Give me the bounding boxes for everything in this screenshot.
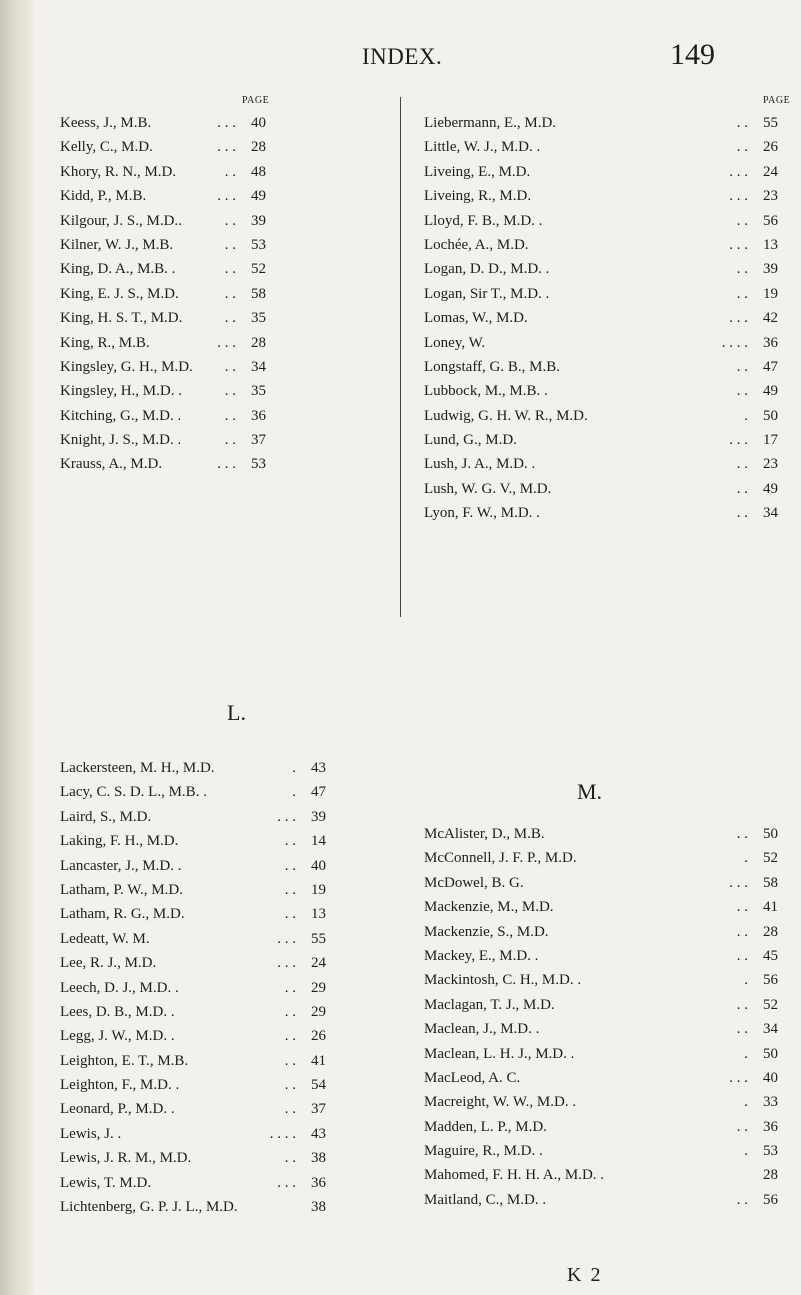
entry-leader: . . [736,826,748,842]
entry-name: Lubbock, M., M.B. . [424,383,548,400]
entry-name: Maclean, J., M.D. . [424,1021,540,1038]
entry-name: Lush, J. A., M.D. . [424,456,536,473]
index-entry [60,951,326,975]
entry-name: Legg, J. W., M.D. . [60,1028,175,1045]
entry-name: Loney, W. [424,334,486,351]
right-column-page-heading: PAGE [763,95,791,106]
entry-page: 36 [763,334,778,351]
entry-name: Mackey, E., M.D. . [424,947,539,964]
entry-leader: . . [736,285,748,302]
entry-leader: . . [224,261,236,278]
index-entry [60,379,266,403]
index-entry [60,902,326,926]
index-entry [424,428,778,452]
entry-page: 43 [311,760,326,776]
right-bottom-entries [424,822,778,1212]
index-entry [60,111,266,135]
entry-page: 36 [311,1174,326,1191]
entry-page: 39 [251,212,266,229]
entry-leader: . . [736,115,748,131]
index-entry [60,135,266,159]
entry-page: 49 [763,383,778,400]
entry-page: 37 [311,1101,326,1118]
entry-page: 45 [763,947,778,964]
index-entry [60,1146,326,1170]
entry-page: 13 [311,906,326,923]
entry-page: 24 [763,163,778,180]
index-entry [60,1195,326,1219]
entry-name: Longstaff, G. B., M.B. [424,358,560,375]
entry-leader: . . [736,1021,748,1038]
entry-name: King, H. S. T., M.D. [60,310,183,327]
entry-page: 52 [763,850,778,867]
index-entry [60,209,266,233]
entry-leader: . . [736,923,748,940]
entry-page: 41 [311,1052,326,1069]
index-entry [424,501,778,525]
entry-name: Kidd, P., M.B. [60,188,147,205]
entry-page: 33 [763,1094,778,1111]
left-top-entries [60,111,266,477]
entry-page: 28 [763,923,778,940]
entry-name: King, R., M.B. [60,334,150,351]
section-heading-m: M. [577,779,603,804]
entry-leader: . [292,784,296,801]
entry-leader: . . [736,1191,748,1208]
entry-leader: . . [736,899,748,916]
entry-page: 41 [763,899,778,916]
entry-leader: . . [284,881,296,898]
entry-page: 58 [763,874,778,891]
entry-leader: . . . [729,1069,748,1086]
entry-page: 37 [251,432,266,449]
entry-leader: . . [224,407,236,424]
entry-page: 42 [763,310,778,327]
entry-name: Laird, S., M.D. [60,808,152,825]
index-entry [424,1163,778,1187]
entry-page: 47 [311,784,326,801]
entry-page: 53 [251,456,266,473]
entry-name: Kilner, W. J., M.B. [60,236,174,253]
index-entry [60,1122,326,1146]
entry-name: Leech, D. J., M.D. . [60,979,179,996]
entry-name: Keess, J., M.B. [60,115,152,131]
index-entry [60,160,266,184]
index-entry [424,944,778,968]
index-entry [424,233,778,257]
right-top-entries [424,111,778,526]
index-entry [424,404,778,428]
index-entry [424,1042,778,1066]
index-entry [424,184,778,208]
entry-leader: . [292,760,296,776]
left-bottom-entries [60,756,326,1219]
entry-name: Leighton, F., M.D. . [60,1077,180,1094]
entry-page: 55 [311,930,326,947]
entry-leader: . . [736,261,748,278]
entry-name: Maitland, C., M.D. . [424,1191,547,1208]
index-entry [60,976,326,1000]
page-header [0,38,801,84]
entry-leader: . . . [729,432,748,449]
index-entry [60,184,266,208]
entry-page: 36 [763,1118,778,1135]
entry-leader: . . [736,456,748,473]
index-entry [60,306,266,330]
index-entry [60,1000,326,1024]
left-column-page-heading: PAGE [242,95,270,106]
entry-page: 58 [251,285,266,302]
entry-leader: . . [736,358,748,375]
entry-name: Kelly, C., M.D. [60,139,153,156]
entry-page: 43 [311,1125,326,1142]
entry-name: Lund, G., M.D. [424,432,517,449]
index-entry [424,355,778,379]
index-entry [424,331,778,355]
entry-name: Maclagan, T. J., M.D. [424,996,555,1013]
entry-page: 56 [763,212,778,229]
index-entry [60,452,266,476]
index-entry [424,993,778,1017]
entry-name: Lush, W. G. V., M.D. [424,480,552,497]
entry-leader: . . . [217,456,236,473]
entry-name: Leonard, P., M.D. . [60,1101,175,1118]
index-entry [424,920,778,944]
entry-name: Lacy, C. S. D. L., M.B. . [60,784,207,801]
index-entry [60,1049,326,1073]
entry-page: 53 [763,1143,778,1160]
entry-name: Madden, L. P., M.D. [424,1118,547,1135]
entry-page: 23 [763,456,778,473]
page-edge-shadow [0,0,34,1295]
entry-page: 29 [311,979,326,996]
entry-page: 13 [763,236,778,253]
index-entry [60,404,266,428]
entry-name: Lloyd, F. B., M.D. . [424,212,543,229]
entry-page: 35 [251,310,266,327]
entry-name: McConnell, J. F. P., M.D. [424,850,577,867]
entry-page: 34 [251,358,266,375]
entry-page: 52 [763,996,778,1013]
entry-leader: . . [736,383,748,400]
index-entry [424,1017,778,1041]
entry-name: Kingsley, G. H., M.D. [60,358,193,375]
entry-name: Macreight, W. W., M.D. . [424,1094,577,1111]
entry-leader: . . . [277,808,296,825]
entry-leader: . . [736,505,748,522]
entry-page: 50 [763,826,778,842]
entry-leader: . . . [217,334,236,351]
index-entry [424,1066,778,1090]
index-entry [60,331,266,355]
entry-name: Logan, Sir T., M.D. . [424,285,550,302]
index-entry [60,829,326,853]
index-entry [424,968,778,992]
entry-leader: . . [284,1150,296,1167]
entry-leader: . [744,407,748,424]
entry-name: King, E. J. S., M.D. [60,285,179,302]
entry-name: King, D. A., M.B. . [60,261,176,278]
entry-name: Mackintosh, C. H., M.D. . [424,972,582,989]
entry-leader: . . . [729,874,748,891]
entry-name: Lomas, W., M.D. [424,310,528,327]
index-entry [424,822,778,846]
entry-page: 36 [251,407,266,424]
index-entry [60,428,266,452]
index-entry [424,477,778,501]
entry-leader: . . . . [269,1125,296,1142]
entry-name: Laking, F. H., M.D. [60,833,179,850]
entry-name: Maclean, L. H. J., M.D. . [424,1045,575,1062]
entry-page: 26 [311,1028,326,1045]
index-entry [424,871,778,895]
entry-name: Kilgour, J. S., M.D.. [60,212,182,229]
entry-page: 14 [311,833,326,850]
entry-name: Lee, R. J., M.D. [60,955,157,972]
entry-name: Liveing, E., M.D. [424,163,531,180]
entry-page: 53 [251,236,266,253]
index-entry [60,1024,326,1048]
entry-page: 24 [311,955,326,972]
index-entry [60,233,266,257]
entry-leader: . . [224,383,236,400]
index-entry [424,282,778,306]
entry-page: 56 [763,972,778,989]
entry-leader: . . [736,1118,748,1135]
entry-page: 19 [763,285,778,302]
entry-page: 54 [311,1077,326,1094]
entry-leader: . . . [277,930,296,947]
entry-page: 28 [763,1167,778,1184]
entry-leader: . . [284,906,296,923]
entry-name: Latham, P. W., M.D. [60,881,183,898]
entry-name: Mahomed, F. H. H. A., M.D. . [424,1167,605,1184]
entry-page: 17 [763,432,778,449]
entry-leader: . . [284,979,296,996]
entry-leader: . . . [217,188,236,205]
entry-page: 26 [763,139,778,156]
entry-name: Lyon, F. W., M.D. . [424,505,540,522]
entry-name: Mackenzie, S., M.D. [424,923,549,940]
entry-name: Lichtenberg, G. P. J. L., M.D. [60,1199,238,1216]
index-entry [424,895,778,919]
entry-leader: . . [736,947,748,964]
index-entry [424,1188,778,1212]
column-divider [400,97,401,617]
entry-name: Mackenzie, M., M.D. [424,899,554,916]
index-entry [424,306,778,330]
entry-leader: . . [736,996,748,1013]
entry-page: 50 [763,407,778,424]
entry-leader: . [744,850,748,867]
entry-leader: . . [224,310,236,327]
index-entry [424,160,778,184]
entry-page: 50 [763,1045,778,1062]
index-entry [60,1097,326,1121]
entry-name: Logan, D. D., M.D. . [424,261,550,278]
entry-page: 52 [251,261,266,278]
entry-leader: . . [224,236,236,253]
entry-leader: . . [736,139,748,156]
entry-name: Liebermann, E., M.D. [424,115,557,131]
entry-page: 40 [311,857,326,874]
entry-name: McAlister, D., M.B. [424,826,545,842]
index-entry [424,209,778,233]
entry-page: 29 [311,1003,326,1020]
entry-leader: . [744,972,748,989]
index-entry [424,111,778,135]
entry-page: 38 [311,1199,326,1216]
entry-page: 49 [251,188,266,205]
index-entry [424,1090,778,1114]
entry-name: Knight, J. S., M.D. . [60,432,182,449]
entry-page: 56 [763,1191,778,1208]
entry-leader: . . [224,163,236,180]
entry-page: 28 [251,334,266,351]
entry-leader: . . [224,285,236,302]
index-entry [60,756,326,780]
entry-name: Little, W. J., M.D. . [424,139,541,156]
entry-page: 39 [311,808,326,825]
entry-name: Ledeatt, W. M. [60,930,150,947]
entry-leader: . . . [729,236,748,253]
index-entry [60,780,326,804]
index-entry [60,854,326,878]
entry-name: MacLeod, A. C. [424,1069,521,1086]
entry-leader: . . [224,432,236,449]
entry-leader: . [744,1143,748,1160]
entry-leader: . . [284,1003,296,1020]
index-entry [60,878,326,902]
signature-mark: K 2 [567,1264,603,1286]
entry-name: Latham, R. G., M.D. [60,906,185,923]
entry-name: Lackersteen, M. H., M.D. [60,760,215,776]
entry-page: 23 [763,188,778,205]
entry-name: Lochée, A., M.D. [424,236,529,253]
entry-name: Maguire, R., M.D. . [424,1143,543,1160]
entry-name: Liveing, R., M.D. [424,188,532,205]
entry-name: Lewis, T. M.D. [60,1174,152,1191]
entry-leader: . . . [729,310,748,327]
entry-leader: . . . [277,955,296,972]
entry-leader: . . [284,1077,296,1094]
entry-page: 28 [251,139,266,156]
entry-leader: . . [224,358,236,375]
entry-page: 38 [311,1150,326,1167]
entry-name: Kitching, G., M.D. . [60,407,182,424]
entry-leader: . . [284,833,296,850]
entry-leader: . . . . [721,334,748,351]
index-entry [424,846,778,870]
entry-page: 47 [763,358,778,375]
entry-name: Khory, R. N., M.D. [60,163,177,180]
entry-name: McDowel, B. G. [424,874,524,891]
entry-leader: . . [284,1028,296,1045]
entry-page: 40 [763,1069,778,1086]
entry-page: 49 [763,480,778,497]
index-entry [424,1139,778,1163]
entry-leader: . [744,1094,748,1111]
index-entry [424,1115,778,1139]
entry-page: 34 [763,505,778,522]
entry-name: Lancaster, J., M.D. . [60,857,182,874]
entry-leader: . . . [217,115,236,131]
entry-leader: . . [736,480,748,497]
entry-name: Leighton, E. T., M.B. [60,1052,189,1069]
entry-leader: . . . [217,139,236,156]
index-entry [60,805,326,829]
entry-page: 34 [763,1021,778,1038]
entry-page: 48 [251,163,266,180]
entry-name: Ludwig, G. H. W. R., M.D. [424,407,588,424]
index-entry [60,1073,326,1097]
page-number: 149 [670,38,715,71]
entry-leader: . . . [729,163,748,180]
entry-leader: . . [284,1101,296,1118]
entry-leader: . . [224,212,236,229]
entry-leader: . . . [729,188,748,205]
index-entry [424,135,778,159]
index-entry [60,355,266,379]
index-entry [424,452,778,476]
index-entry [424,257,778,281]
entry-leader: . . . [277,1174,296,1191]
index-entry [60,282,266,306]
entry-leader: . . [284,1052,296,1069]
entry-name: Lees, D. B., M.D. . [60,1003,175,1020]
section-heading-l: L. [227,700,246,725]
index-entry [424,379,778,403]
entry-leader: . . [284,857,296,874]
entry-page: 55 [763,115,778,131]
index-entry [60,257,266,281]
entry-leader: . . [736,212,748,229]
page-title: INDEX. [362,44,443,69]
entry-page: 39 [763,261,778,278]
entry-name: Krauss, A., M.D. [60,456,163,473]
entry-page: 19 [311,881,326,898]
entry-page: 35 [251,383,266,400]
entry-name: Lewis, J. . [60,1125,122,1142]
index-entry [60,927,326,951]
entry-page: 40 [251,115,266,131]
index-entry [60,1171,326,1195]
entry-name: Lewis, J. R. M., M.D. [60,1150,192,1167]
entry-leader: . [744,1045,748,1062]
entry-name: Kingsley, H., M.D. . [60,383,182,400]
